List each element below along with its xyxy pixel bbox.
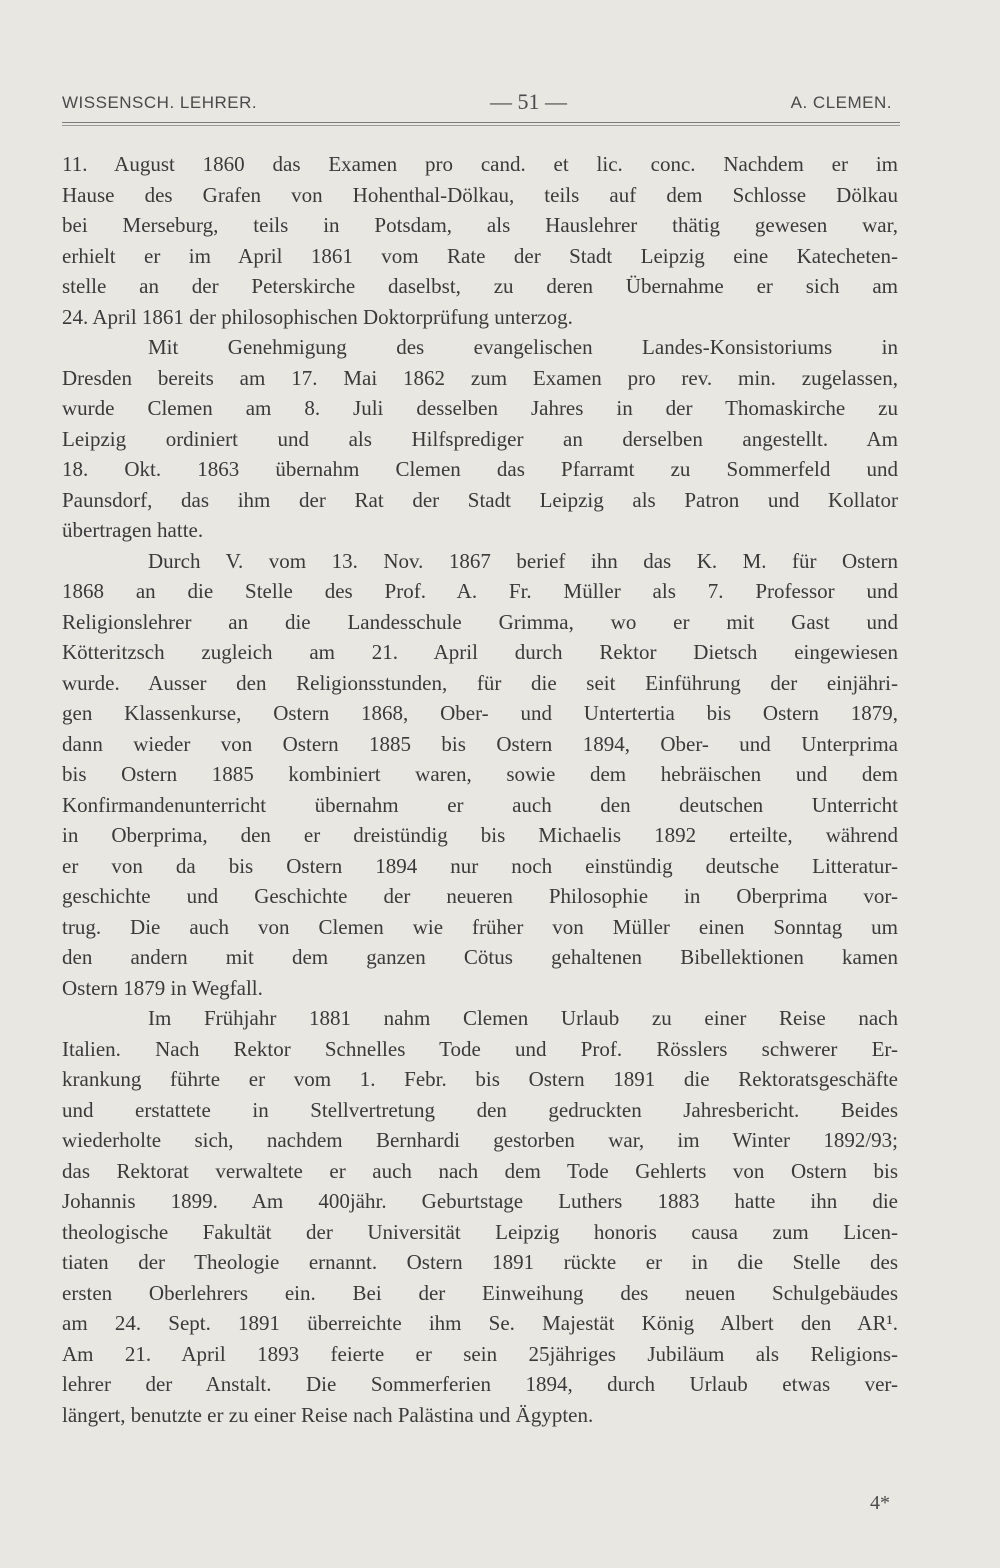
text-line: wurde. Ausser den Religionsstunden, für die seit Einführung der einjähri- (62, 670, 898, 695)
page-number: — 51 — (490, 89, 567, 114)
text-line: wiederholte sich, nachdem Bernhardi gestorben war, im Winter 1892/93; (62, 1128, 898, 1152)
text-line: den andern mit dem ganzen Cötus gehaltenen Bibellektionen kamen (62, 945, 898, 969)
text-line: 1868 an die Stelle des Prof. A. Fr. Müller als 7. Professor und (62, 579, 898, 603)
text-line: geschichte und Geschichte der neueren Philosophie in Oberprima vor- (62, 884, 898, 908)
text-line: Paunsdorf, das ihm der Rat der Stadt Leipzig als Patron und Kollator (62, 487, 898, 512)
text-line: erhielt er im April 1861 vom Rate der Stadt Leipzig eine Katecheten- (62, 243, 898, 268)
text-line: Italien. Nach Rektor Schnelles Tode und Prof. Rösslers schwerer Er- (62, 1036, 898, 1061)
text-line: längert, benutzte er zu einer Reise nach Palästina und Ägypten. (62, 1402, 594, 1427)
header-author: A. CLEMEN. (790, 93, 892, 112)
text-line: Im Frühjahr 1881 nahm Clemen Urlaub zu einer Reise nach (148, 1006, 898, 1030)
paragraph (62, 546, 898, 1004)
paragraph (62, 149, 898, 332)
text-line: bei Merseburg, teils in Potsdam, als Hauslehrer thätig gewesen war, (62, 213, 898, 237)
text-line: Mit Genehmigung des evangelischen Landes-Konsistoriums in (148, 335, 898, 359)
text-line: in Oberprima, den er dreistündig bis Michaelis 1892 erteilte, während (62, 823, 898, 847)
text-line: trug. Die auch von Clemen wie früher von Müller einen Sonntag um (62, 914, 898, 939)
text-line: er von da bis Ostern 1894 nur noch einstündig deutsche Litteratur- (62, 853, 898, 878)
header-rule-secondary (62, 125, 900, 126)
text-line: Hause des Grafen von Hohenthal-Dölkau, teils auf dem Schlosse Dölkau (62, 182, 898, 207)
header-rule (62, 122, 900, 123)
running-header (62, 89, 898, 119)
text-line: 24. April 1861 der philosophischen Doktorprüfung unterzog. (62, 304, 573, 329)
text-line: Durch V. vom 13. Nov. 1867 berief ihn das K. M. für Ostern (148, 548, 898, 573)
text-line: stelle an der Peterskirche daselbst, zu deren Übernahme er sich am (62, 274, 898, 298)
text-line: ersten Oberlehrers ein. Bei der Einweihung des neuen Schulgebäudes (62, 1280, 898, 1305)
paragraph (62, 1003, 898, 1430)
text-line: 11. August 1860 das Examen pro cand. et lic. conc. Nachdem er im (62, 152, 898, 176)
text-line: am 24. Sept. 1891 überreichte ihm Se. Majestät König Albert den AR¹. (62, 1311, 898, 1335)
text-line: Dresden bereits am 17. Mai 1862 zum Examen pro rev. min. zugelassen, (62, 365, 898, 390)
text-line: Konfirmandenunterricht übernahm er auch den deutschen Unterricht (62, 792, 898, 817)
text-line: das Rektorat verwaltete er auch nach dem Tode Gehlerts von Ostern bis (62, 1158, 898, 1183)
text-line: Kötteritzsch zugleich am 21. April durch Rektor Dietsch eingewiesen (62, 640, 898, 664)
text-line: Religionslehrer an die Landesschule Grimma, wo er mit Gast und (62, 609, 898, 634)
text-line: Ostern 1879 in Wegfall. (62, 975, 263, 1000)
text-line: tiaten der Theologie ernannt. Ostern 1891 rückte er in die Stelle des (62, 1250, 898, 1274)
text-line: krankung führte er vom 1. Febr. bis Ostern 1891 die Rektoratsgeschäfte (62, 1067, 898, 1091)
text-line: bis Ostern 1885 kombiniert waren, sowie dem hebräischen und dem (62, 762, 898, 786)
body-text (62, 149, 898, 1430)
text-line: Johannis 1899. Am 400jähr. Geburtstage Luthers 1883 hatte ihn die (62, 1189, 898, 1213)
paragraph (62, 332, 898, 546)
header-section-title: WISSENSCH. LEHRER. (62, 93, 258, 112)
text-line: gen Klassenkurse, Ostern 1868, Ober- und Untertertia bis Ostern 1879, (62, 701, 898, 725)
text-line: Leipzig ordiniert und als Hilfsprediger an derselben angestellt. Am (62, 426, 898, 451)
text-line: theologische Fakultät der Universität Leipzig honoris causa zum Licen- (62, 1219, 898, 1244)
signature-mark: 4* (870, 1492, 890, 1514)
text-line: Am 21. April 1893 feierte er sein 25jähriges Jubiläum als Religions- (62, 1341, 898, 1366)
text-line: wurde Clemen am 8. Juli desselben Jahres in der Thomaskirche zu (62, 396, 898, 420)
text-line: übertragen hatte. (62, 518, 204, 542)
text-line: und erstattete in Stellvertretung den gedruckten Jahresbericht. Beides (62, 1097, 898, 1122)
text-line: dann wieder von Ostern 1885 bis Ostern 1894, Ober- und Unterprima (62, 731, 898, 756)
text-line: 18. Okt. 1863 übernahm Clemen das Pfarramt zu Sommerfeld und (62, 457, 898, 481)
text-line: lehrer der Anstalt. Die Sommerferien 1894, durch Urlaub etwas ver- (62, 1372, 898, 1396)
